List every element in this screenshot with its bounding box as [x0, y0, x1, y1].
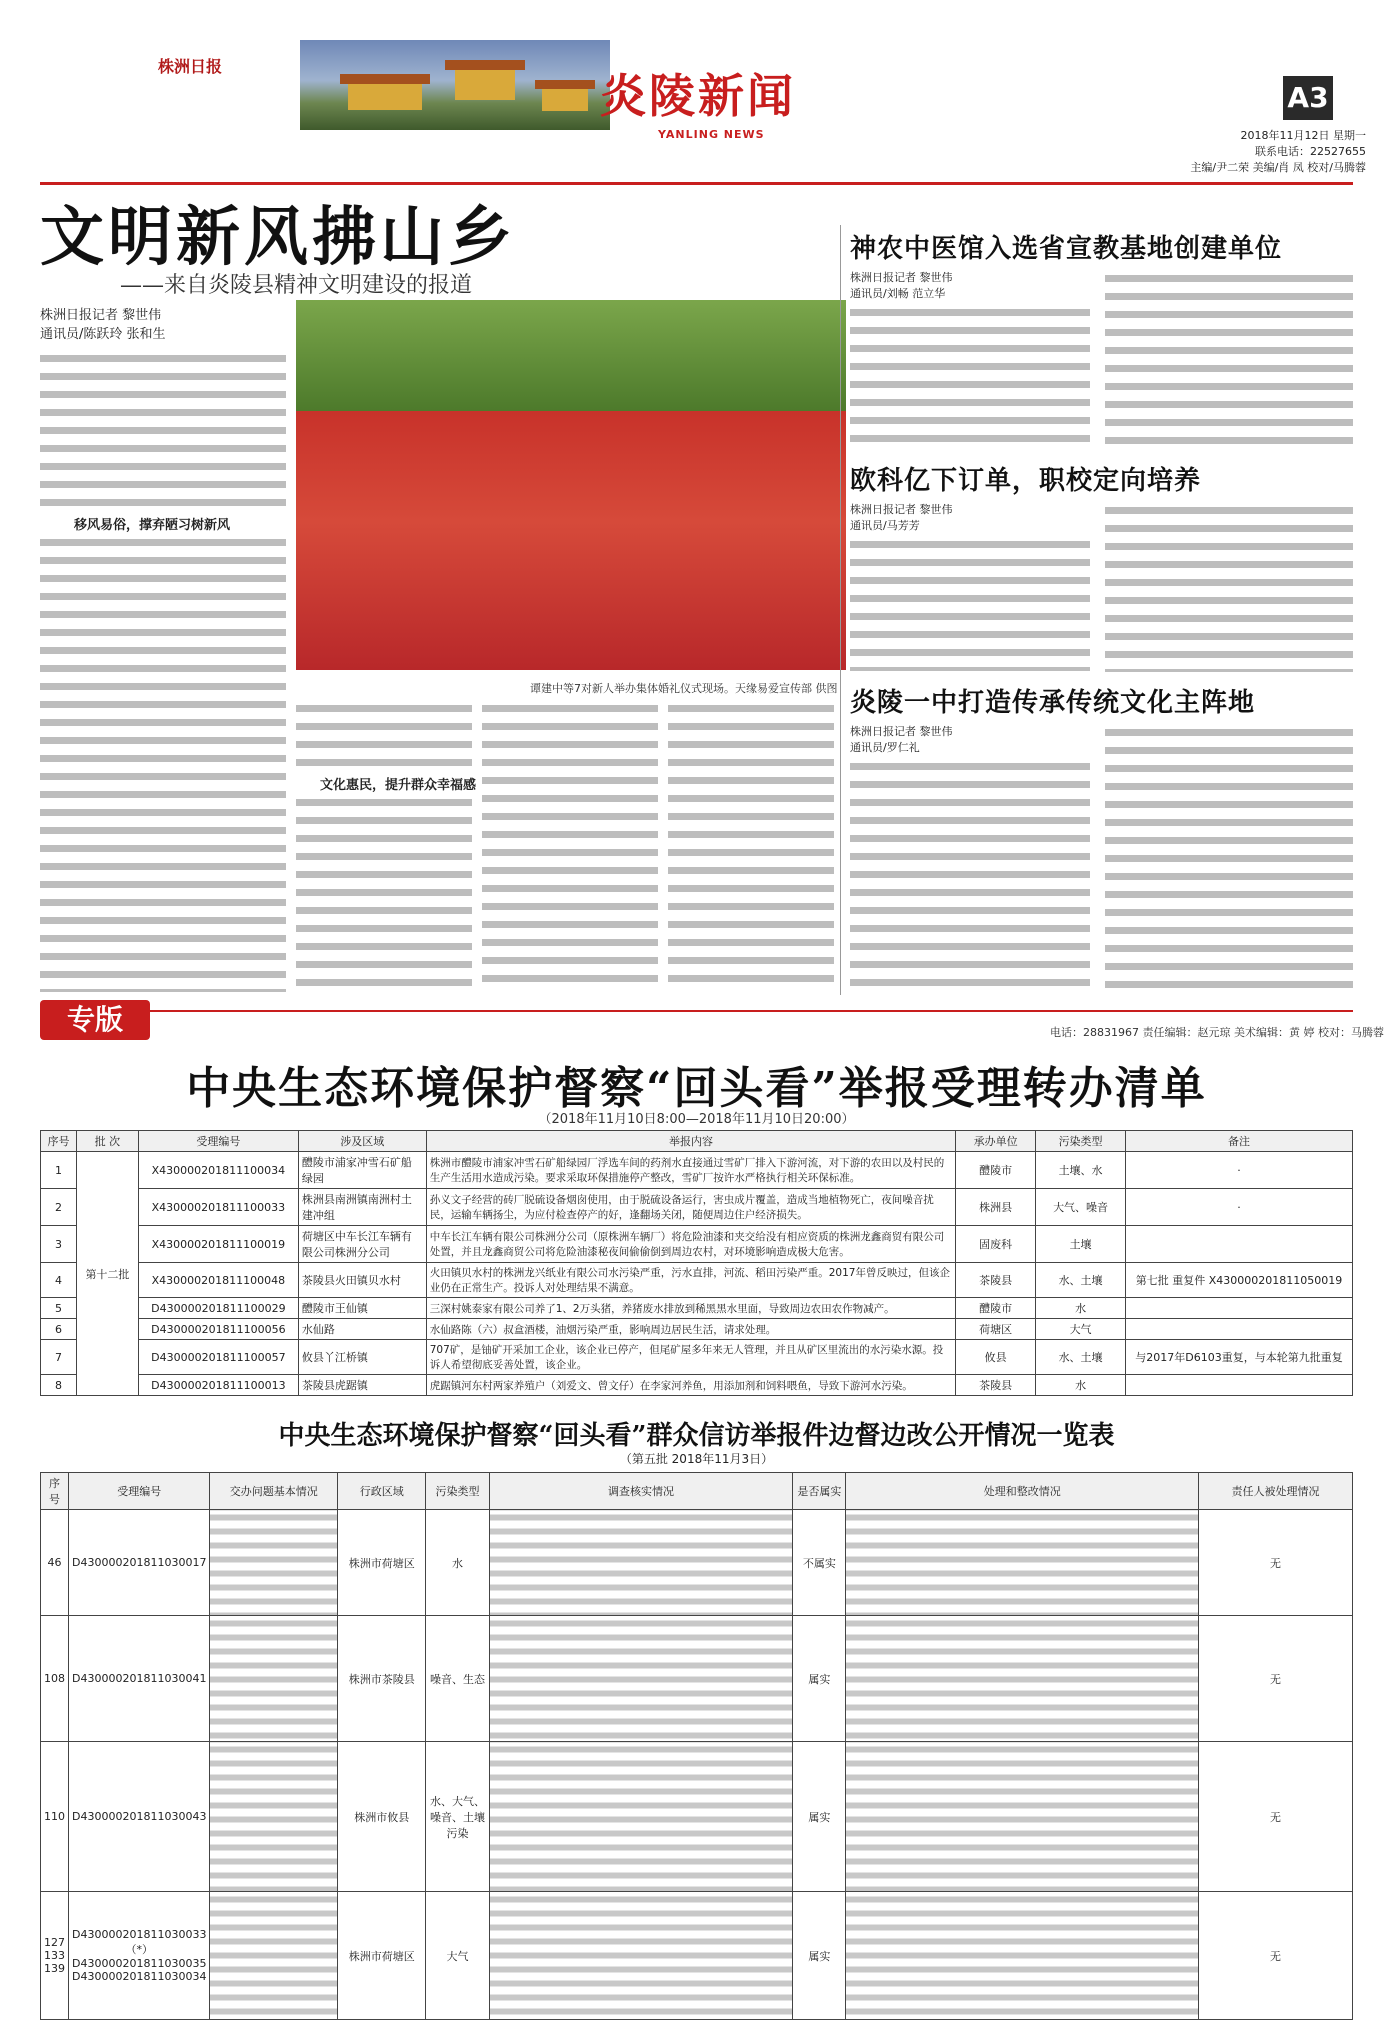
section-rule — [40, 1010, 1353, 1012]
handling-unit-cell: 株洲县 — [956, 1189, 1036, 1226]
header-cell: 处理和整改情况 — [846, 1473, 1199, 1510]
detail-text-cell — [489, 1510, 793, 1616]
table-row — [41, 1742, 1353, 1892]
header-cell: 污染类型 — [426, 1473, 489, 1510]
table-row — [41, 1189, 1353, 1226]
lead-body-text — [40, 350, 286, 510]
top-rule — [40, 182, 1353, 185]
lead-section1-title: 移风易俗，撑弃陋习树新风 — [74, 518, 231, 533]
article-title: 神农中医馆入选省宣教基地创建单位 — [850, 234, 1283, 264]
detail-text-cell — [846, 1892, 1199, 2020]
header-cell: 是否属实 — [793, 1473, 846, 1510]
no-cell: 110 — [41, 1742, 69, 1892]
header-cell: 污染类型 — [1036, 1131, 1126, 1152]
id-cell: D430000201811030033（*） D430000201811030035 D430000201811030034 — [69, 1892, 210, 2020]
lead-headline: 文明新风拂山乡 — [40, 200, 516, 275]
accept-id-cell: X430000201811100048 — [138, 1263, 298, 1298]
area-cell: 株洲市茶陵县 — [338, 1616, 426, 1742]
type-cell: 大气 — [426, 1892, 489, 2020]
header-cell: 举报内容 — [426, 1131, 955, 1152]
detail-text-cell — [846, 1510, 1199, 1616]
detail-text-cell — [210, 1616, 338, 1742]
row-number-cell: 4 — [41, 1263, 77, 1298]
verdict-cell: 属实 — [793, 1616, 846, 1742]
accept-id-cell: X430000201811100033 — [138, 1189, 298, 1226]
header-cell: 受理编号 — [69, 1473, 210, 1510]
accept-id-cell: D430000201811100056 — [138, 1319, 298, 1340]
table1-subtitle: （2018年11月10日8:00—2018年11月10日20:00） — [538, 1112, 855, 1127]
area-cell: 荷塘区中车长江车辆有限公司株洲分公司 — [298, 1226, 426, 1263]
table1-title: 中央生态环境保护督察“回头看”举报受理转办清单 — [186, 1063, 1207, 1114]
section-brand: 炎陵新闻 — [600, 69, 796, 123]
wedding-photo — [296, 300, 846, 670]
lead-section2-title: 文化惠民，提升群众幸福感 — [320, 778, 477, 793]
byline-correspondent: 通讯员/罗仁礼 — [850, 741, 920, 754]
byline-reporter: 株洲日报记者 黎世伟 — [850, 271, 953, 284]
row-number-cell: 5 — [41, 1298, 77, 1319]
header-cell: 调查核实情况 — [489, 1473, 793, 1510]
detail-text-cell — [846, 1742, 1199, 1892]
report-table — [40, 1130, 1353, 1396]
article-title: 炎陵一中打造传承传统文化主阵地 — [850, 688, 1256, 718]
no-cell: 46 — [41, 1510, 69, 1616]
pollution-type-cell: 大气、噪音 — [1036, 1189, 1126, 1226]
area-cell: 茶陵县虎踞镇 — [298, 1375, 426, 1396]
report-content-cell: 株洲市醴陵市浦家冲雪石矿船绿园厂浮选车间的药剂水直接通过雪矿厂排入下游河流，对下游的农田以及村民的生产生活用水造成污染。要求采取环保措施停产整改，雪矿厂按许水严格执行相关环保标准。 — [426, 1152, 955, 1189]
row-number-cell: 8 — [41, 1375, 77, 1396]
table2-title: 中央生态环境保护督察“回头看”群众信访举报件边督边改公开情况一览表 — [278, 1421, 1115, 1451]
lead-body-text — [668, 700, 834, 992]
article-body-text — [850, 304, 1090, 449]
area-cell: 水仙路 — [298, 1319, 426, 1340]
header-cell: 序号 — [41, 1473, 69, 1510]
verdict-cell: 属实 — [793, 1742, 846, 1892]
table-row — [41, 1263, 1353, 1298]
report-content-cell: 水仙路陈（六）叔盒酒楼，油烟污染严重，影响周边居民生活，请求处理。 — [426, 1319, 955, 1340]
pollution-type-cell: 大气 — [1036, 1319, 1126, 1340]
pollution-type-cell: 水、土壤 — [1036, 1340, 1126, 1375]
id-cell: D430000201811030043 — [69, 1742, 210, 1892]
pollution-type-cell: 水 — [1036, 1298, 1126, 1319]
temple-photo — [300, 40, 610, 130]
editor-credits: 主编/尹二荣 美编/肖 凤 校对/马腾蓉 — [1190, 161, 1366, 174]
special-tag: 专版 — [40, 1000, 150, 1040]
penalty-cell: 无 — [1198, 1616, 1352, 1742]
photo-caption: 谭建中等7对新人举办集体婚礼仪式现场。天缘易爱宣传部 供图 — [530, 682, 838, 695]
remark-cell — [1126, 1298, 1353, 1319]
header-cell: 序号 — [41, 1131, 77, 1152]
newspaper-logo: 株洲日报 — [158, 57, 223, 76]
handling-unit-cell: 固废科 — [956, 1226, 1036, 1263]
accept-id-cell: X430000201811100034 — [138, 1152, 298, 1189]
verdict-cell: 属实 — [793, 1892, 846, 2020]
article-title: 欧科亿下订单，职校定向培养 — [850, 466, 1202, 496]
report-content-cell: 中车长江车辆有限公司株洲分公司（原株洲车辆厂）将危险油漆和夹交给没有相应资质的株洲龙鑫商贸有限公司处置，并且龙鑫商贸公司将危险油漆秘夜间偷偷倒到周边农村，对环境影响造成极大危害。 — [426, 1226, 955, 1263]
area-cell: 株洲市荷塘区 — [338, 1892, 426, 2020]
remark-cell — [1126, 1226, 1353, 1263]
id-cell: D430000201811030041 — [69, 1616, 210, 1742]
table-row — [41, 1616, 1353, 1742]
byline-correspondent: 通讯员/陈跃玲 张和生 — [40, 327, 166, 342]
lead-body-text — [296, 700, 472, 770]
pollution-type-cell: 土壤、水 — [1036, 1152, 1126, 1189]
hotline: 联系电话：22527655 — [1255, 145, 1366, 158]
lead-body-text — [40, 534, 286, 992]
header-cell: 责任人被处理情况 — [1198, 1473, 1352, 1510]
lead-subhead: ——来自炎陵县精神文明建设的报道 — [120, 273, 473, 298]
lead-byline — [40, 306, 166, 344]
table2-subtitle: （第五批 2018年11月3日） — [619, 1452, 774, 1466]
row-number-cell: 3 — [41, 1226, 77, 1263]
byline-correspondent: 通讯员/刘畅 范立华 — [850, 287, 946, 300]
table-row — [41, 1375, 1353, 1396]
issue-date: 2018年11月12日 星期一 — [1240, 129, 1366, 142]
penalty-cell: 无 — [1198, 1892, 1352, 2020]
header-cell: 批 次 — [76, 1131, 138, 1152]
table-row — [41, 1340, 1353, 1375]
report-content-cell: 火田镇贝水村的株洲龙兴纸业有限公司水污染严重，污水直排，河流、稻田污染严重。2017年曾反映过，但该企业仍在正常生产。投诉人对处理结果不满意。 — [426, 1263, 955, 1298]
table-row — [41, 1319, 1353, 1340]
article-byline — [850, 270, 953, 302]
area-cell: 株洲市攸县 — [338, 1742, 426, 1892]
area-cell: 株洲县南洲镇南洲村土建冲组 — [298, 1189, 426, 1226]
section-brand-en: YANLING NEWS — [658, 128, 765, 141]
handling-unit-cell: 茶陵县 — [956, 1375, 1036, 1396]
table-header-row — [41, 1473, 1353, 1510]
penalty-cell: 无 — [1198, 1742, 1352, 1892]
remark-cell: · — [1126, 1189, 1353, 1226]
header-cell: 受理编号 — [138, 1131, 298, 1152]
detail-text-cell — [210, 1510, 338, 1616]
article-body-text — [1105, 270, 1353, 450]
byline-reporter: 株洲日报记者 黎世伟 — [40, 308, 162, 323]
table-row — [41, 1892, 1353, 2020]
type-cell: 水 — [426, 1510, 489, 1616]
table-row — [41, 1152, 1353, 1189]
row-number-cell: 6 — [41, 1319, 77, 1340]
area-cell: 醴陵市王仙镇 — [298, 1298, 426, 1319]
header-cell: 行政区域 — [338, 1473, 426, 1510]
report-content-cell: 孙义文子经营的砖厂脱硫设备烟囱使用，由于脱硫设备运行，害虫成片覆盖，造成当地植物死亡，夜间噪音扰民，运输车辆扬尘，为应付检查停产的好，逢翻场关闭，随便周边住户经济损失。 — [426, 1189, 955, 1226]
row-number-cell: 2 — [41, 1189, 77, 1226]
detail-text-cell — [489, 1892, 793, 2020]
header-cell: 承办单位 — [956, 1131, 1036, 1152]
header-cell: 备注 — [1126, 1131, 1353, 1152]
pollution-type-cell: 土壤 — [1036, 1226, 1126, 1263]
article-body-text — [1105, 724, 1353, 992]
article-body-text — [850, 536, 1090, 671]
page-number: A3 — [1283, 76, 1333, 120]
accept-id-cell: D430000201811100029 — [138, 1298, 298, 1319]
area-cell: 株洲市荷塘区 — [338, 1510, 426, 1616]
detail-text-cell — [489, 1742, 793, 1892]
batch-cell: 第十二批 — [76, 1152, 138, 1396]
report-content-cell: 三深村姚泰家有限公司养了1、2万头猪，养猪废水排放到稀黑黑水里面，导致周边农田农作物减产。 — [426, 1298, 955, 1319]
type-cell: 噪音、生态 — [426, 1616, 489, 1742]
article-body-text — [850, 758, 1090, 992]
remark-cell — [1126, 1319, 1353, 1340]
byline-reporter: 株洲日报记者 黎世伟 — [850, 503, 953, 516]
pollution-type-cell: 水 — [1036, 1375, 1126, 1396]
accept-id-cell: D430000201811100057 — [138, 1340, 298, 1375]
byline-correspondent: 通讯员/马芳芳 — [850, 519, 920, 532]
table-row — [41, 1226, 1353, 1263]
remark-cell — [1126, 1375, 1353, 1396]
remark-cell: · — [1126, 1152, 1353, 1189]
no-cell: 108 — [41, 1616, 69, 1742]
report-content-cell: 707矿，是铀矿开采加工企业，该企业已停产，但尾矿屋多年来无人管理，并且从矿区里流出的水污染水源。投诉人希望彻底妥善处置，该企业。 — [426, 1340, 955, 1375]
accept-id-cell: D430000201811100013 — [138, 1375, 298, 1396]
remark-cell: 第七批 重复件 X430000201811050019 — [1126, 1263, 1353, 1298]
special-meta: 电话：28831967 责任编辑：赵元琼 美术编辑：黄 婷 校对：马腾蓉 — [1050, 1026, 1384, 1039]
id-cell: D430000201811030017 — [69, 1510, 210, 1616]
header-cell: 交办问题基本情况 — [210, 1473, 338, 1510]
lead-body-text — [482, 700, 658, 992]
area-cell: 茶陵县火田镇贝水村 — [298, 1263, 426, 1298]
detail-text-cell — [210, 1742, 338, 1892]
row-number-cell: 1 — [41, 1152, 77, 1189]
accept-id-cell: X430000201811100019 — [138, 1226, 298, 1263]
detail-text-cell — [846, 1616, 1199, 1742]
detail-text-cell — [210, 1892, 338, 2020]
no-cell: 127 133 139 — [41, 1892, 69, 2020]
penalty-cell: 无 — [1198, 1510, 1352, 1616]
type-cell: 水、大气、噪音、土壤污染 — [426, 1742, 489, 1892]
column-divider — [840, 225, 841, 995]
lead-body-text — [296, 794, 472, 992]
header-cell: 涉及区域 — [298, 1131, 426, 1152]
petition-table — [40, 1472, 1353, 2020]
table-row — [41, 1510, 1353, 1616]
verdict-cell: 不属实 — [793, 1510, 846, 1616]
masthead-meta — [1166, 128, 1366, 176]
table-header-row — [41, 1131, 1353, 1152]
handling-unit-cell: 醴陵市 — [956, 1152, 1036, 1189]
pollution-type-cell: 水、土壤 — [1036, 1263, 1126, 1298]
table-row — [41, 1298, 1353, 1319]
area-cell: 攸县丫江桥镇 — [298, 1340, 426, 1375]
detail-text-cell — [489, 1616, 793, 1742]
byline-reporter: 株洲日报记者 黎世伟 — [850, 725, 953, 738]
article-byline — [850, 502, 953, 534]
area-cell: 醴陵市浦家冲雪石矿船绿园 — [298, 1152, 426, 1189]
handling-unit-cell: 茶陵县 — [956, 1263, 1036, 1298]
handling-unit-cell: 荷塘区 — [956, 1319, 1036, 1340]
handling-unit-cell: 攸县 — [956, 1340, 1036, 1375]
article-body-text — [1105, 502, 1353, 672]
article-byline — [850, 724, 953, 756]
row-number-cell: 7 — [41, 1340, 77, 1375]
report-content-cell: 虎踞镇河东村两家养殖户（刘爱文、曾文仔）在李家河养鱼，用添加剂和饲料喂鱼，导致下游河水污染。 — [426, 1375, 955, 1396]
remark-cell: 与2017年D6103重复，与本轮第九批重复 — [1126, 1340, 1353, 1375]
handling-unit-cell: 醴陵市 — [956, 1298, 1036, 1319]
